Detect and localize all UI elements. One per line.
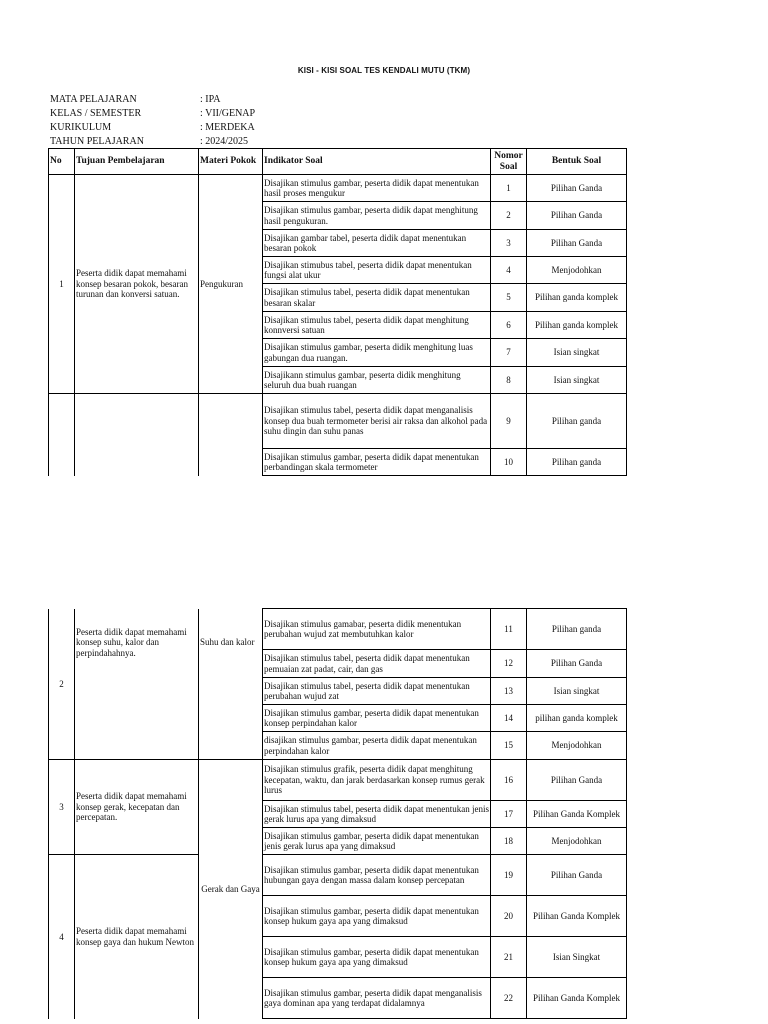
table-row (49, 609, 627, 650)
meta-value: : VII/GENAP (200, 108, 256, 119)
cell-nomor: 10 (491, 449, 527, 476)
meta-label: KURIKULUM (50, 122, 112, 133)
cell-indikator: Disajikan stimulus grafik, peserta didik dapat menghitung kecepatan, waktu, dan jarak berdasarkan konsep rumus gerak lurus (263, 760, 491, 801)
cell-bentuk: Menjodohkan (527, 732, 627, 760)
cell-bentuk: Pilihan Ganda (527, 650, 627, 678)
document-meta (50, 93, 255, 149)
meta-tahun-pelajaran (50, 135, 255, 149)
cell-nomor: 5 (491, 284, 527, 312)
cell-nomor: 13 (491, 678, 527, 705)
cell-bentuk: Pilihan Ganda (527, 175, 627, 202)
cell-indikator: disajikan stimulus gambar, peserta didik dapat menentukan perpindahan kalor (263, 732, 491, 760)
cell-nomor: 7 (491, 339, 527, 367)
cell-bentuk: Pilihan Ganda Komplek (527, 801, 627, 828)
cell-no (49, 609, 75, 760)
cell-tujuan-empty (75, 394, 199, 476)
document-title: KISI - KISI SOAL TES KENDALI MUTU (TKM) (297, 66, 471, 75)
cell-indikator: Disajikan stimulus gambar, peserta didik dapat menentukan konsep hukum gaya apa yang dimaksud (263, 937, 491, 978)
header-nomor-line-2: Soal (499, 161, 518, 172)
cell-indikator: Disajikan stimulus gambar, peserta didik dapat menentukan konsep perpindahan kalor (263, 705, 491, 732)
cell-nomor: 20 (491, 896, 527, 937)
cell-bentuk: Pilihan ganda (527, 449, 627, 476)
meta-mata-pelajaran (50, 93, 255, 107)
kisi-table-page-2 (48, 608, 627, 1019)
cell-nomor: 19 (491, 855, 527, 896)
cell-nomor: 2 (491, 202, 527, 230)
header-tujuan: Tujuan Pembelajaran (75, 149, 199, 175)
header-no: No (49, 149, 75, 175)
cell-bentuk: Pilihan Ganda Komplek (527, 978, 627, 1019)
meta-label: MATA PELAJARAN (50, 94, 137, 105)
cell-bentuk: Isian singkat (527, 367, 627, 394)
cell-bentuk: Pilihan Ganda (527, 760, 627, 801)
meta-kurikulum (50, 121, 255, 135)
cell-no: 3 (49, 760, 75, 855)
cell-indikator: Disajikan stimulus gambar, peserta didik dapat menentukan perbandingan skala termometer (263, 449, 491, 476)
cell-indikator: Disajikan stimulus gambar, peserta didik dapat menghitung hasil pengukuran. (263, 202, 491, 230)
cell-nomor: 15 (491, 732, 527, 760)
cell-bentuk: Isian singkat (527, 339, 627, 367)
table-header-row (49, 149, 627, 175)
cell-bentuk: pilihan ganda komplek (527, 705, 627, 732)
cell-indikator: Disajikan stimulus gambar, peserta didik dapat menentukan jenis gerak lurus apa yang dimaksud (263, 828, 491, 855)
cell-indikator: Disajikan stimulus tabel, peserta didik dapat menentukan jenis gerak lurus apa yang dimaksud (263, 801, 491, 828)
table-row (49, 394, 627, 449)
cell-nomor: 9 (491, 394, 527, 449)
cell-tujuan: Peserta didik dapat memahami konsep besaran pokok, besaran turunan dan konversi satuan. (75, 175, 199, 394)
cell-indikator: Disajikan stimulus tabel, peserta didik dapat menentukan besaran skalar (263, 284, 491, 312)
cell-nomor: 21 (491, 937, 527, 978)
cell-indikator: Disajikan stimulus tabel, peserta didik dapat menghitung konnversi satuan (263, 312, 491, 339)
cell-materi-empty (199, 394, 263, 476)
kisi-table-page-1 (48, 148, 627, 476)
cell-bentuk: Menjodohkan (527, 828, 627, 855)
cell-nomor: 6 (491, 312, 527, 339)
meta-value: : 2024/2025 (200, 136, 249, 147)
header-bentuk: Bentuk Soal (527, 149, 627, 175)
cell-bentuk: Pilihan ganda (527, 609, 627, 650)
header-nomor-line-1: Nomor (494, 151, 523, 161)
cell-bentuk: Pilihan ganda komplek (527, 312, 627, 339)
cell-materi: Gerak dan Gaya (199, 760, 263, 1019)
table-row (49, 855, 627, 896)
cell-bentuk: Pilihan Ganda (527, 230, 627, 257)
cell-bentuk: Isian Singkat (527, 937, 627, 978)
cell-nomor: 1 (491, 175, 527, 202)
cell-bentuk: Pilihan ganda komplek (527, 284, 627, 312)
cell-indikator: Disajikann stimulus gambar, peserta didik menghitung seluruh dua buah ruangan (263, 367, 491, 394)
cell-tujuan: Peserta didik dapat memahami konsep gerak, kecepatan dan percepatan. (75, 760, 199, 855)
cell-nomor: 17 (491, 801, 527, 828)
cell-bentuk: Pilihan Ganda Komplek (527, 896, 627, 937)
cell-no-text: 2 (59, 678, 64, 689)
cell-indikator: Disajikan stimulus gambar, peserta didik dapat menganalisis gaya dominan apa yang terdapat didalamnya (263, 978, 491, 1019)
cell-indikator: Disajikan stimubus tabel, peserta didik dapat menentukan fungsi alat ukur (263, 257, 491, 284)
cell-no: 1 (49, 175, 75, 394)
header-nomor-soal (491, 149, 527, 175)
cell-nomor: 12 (491, 650, 527, 678)
cell-bentuk: Isian singkat (527, 678, 627, 705)
cell-indikator: Disajikan stimulus tabel, peserta didik dapat menentukan pemuaian zat padat, cair, dan gas (263, 650, 491, 678)
cell-nomor: 14 (491, 705, 527, 732)
cell-materi (199, 609, 263, 760)
cell-indikator: Disajikan stimulus gambar, peserta didik dapat menentukan hasil proses mengukur (263, 175, 491, 202)
cell-bentuk: Pilihan ganda (527, 394, 627, 449)
cell-materi-text: Suhu dan kalor (200, 636, 255, 647)
meta-value: : MERDEKA (200, 122, 255, 133)
cell-bentuk: Pilihan Ganda (527, 855, 627, 896)
cell-indikator: Disajikan stimulus gambar, peserta didik menghitung luas gabungan dua ruangan. (263, 339, 491, 367)
table-row (49, 175, 627, 202)
table-row (49, 760, 627, 801)
header-indikator: Indikator Soal (263, 149, 491, 175)
cell-materi: Pengukuran (199, 175, 263, 394)
cell-nomor: 18 (491, 828, 527, 855)
cell-nomor: 11 (491, 609, 527, 650)
cell-nomor: 3 (491, 230, 527, 257)
meta-label: KELAS / SEMESTER (50, 108, 142, 119)
cell-nomor: 8 (491, 367, 527, 394)
cell-nomor: 4 (491, 257, 527, 284)
cell-indikator: Disajikan gambar tabel, peserta didik dapat menentukan besaran pokok (263, 230, 491, 257)
cell-tujuan: Peserta didik dapat memahami konsep gaya dan hukum Newton (75, 855, 199, 1019)
cell-bentuk: Menjodohkan (527, 257, 627, 284)
cell-no: 4 (49, 855, 75, 1019)
meta-label: TAHUN PELAJARAN (50, 136, 144, 147)
cell-nomor: 22 (491, 978, 527, 1019)
cell-nomor: 16 (491, 760, 527, 801)
meta-value: : IPA (200, 94, 221, 105)
cell-no-empty (49, 394, 75, 476)
cell-indikator: Disajikan stimulus gambar, peserta didik dapat menentukan konsep hukum gaya apa yang dimaksud (263, 896, 491, 937)
cell-indikator: Disajikan stimulus tabel, peserta didik dapat menentukan perubahan wujud zat (263, 678, 491, 705)
cell-indikator: Disajikan stimulus tabel, peserta didik dapat menganalisis konsep dua buah termometer berisi air raksa dan alkohol pada suhu dingin dan suhu panas (263, 394, 491, 449)
cell-bentuk: Pilihan Ganda (527, 202, 627, 230)
cell-tujuan (75, 609, 199, 760)
cell-indikator: Disajikan stimulus gambar, peserta didik dapat menentukan hubungan gaya dengan massa dalam konsep percepatan (263, 855, 491, 896)
meta-kelas-semester (50, 107, 255, 121)
header-materi: Materi Pokok (199, 149, 263, 175)
cell-indikator: Disajikan stimulus gamabar, peserta didik menentukan perubahan wujud zat membutuhkan kalor (263, 609, 491, 650)
cell-tujuan-text: Peserta didik dapat memahami konsep suhu, kalor dan perpindahahnya. (76, 626, 187, 658)
